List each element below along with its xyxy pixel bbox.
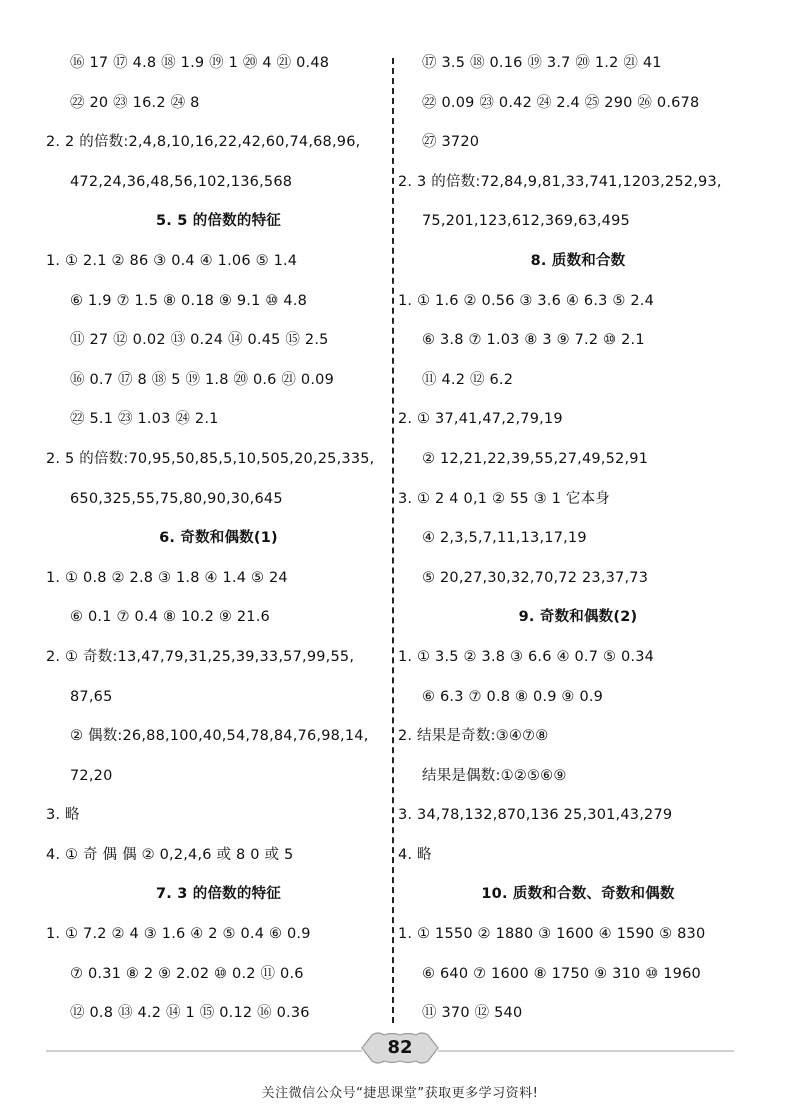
answer-line: 3. ① 2 4 0,1 ② 55 ③ 1 它本身	[398, 490, 610, 507]
column-divider	[392, 58, 394, 1023]
answer-line: 1. ① 2.1 ② 86 ③ 0.4 ④ 1.06 ⑤ 1.4	[46, 252, 298, 269]
answer-line: 4. 略	[398, 846, 432, 863]
answer-line: 472,24,36,48,56,102,136,568	[70, 173, 293, 190]
answer-line: ㉗ 3720	[422, 134, 480, 151]
answer-line: 1. ① 1.6 ② 0.56 ③ 3.6 ④ 6.3 ⑤ 2.4	[398, 292, 655, 309]
answer-line: 结果是偶数:①②⑤⑥⑨	[422, 767, 567, 784]
answer-line: ㉒ 20 ㉓ 16.2 ㉔ 8	[70, 94, 200, 111]
answer-line: ⑥ 640 ⑦ 1600 ⑧ 1750 ⑨ 310 ⑩ 1960	[422, 965, 701, 982]
answer-line: 1. ① 7.2 ② 4 ③ 1.6 ④ 2 ⑤ 0.4 ⑥ 0.9	[46, 926, 311, 943]
answer-line: ⑦ 0.31 ⑧ 2 ⑨ 2.02 ⑩ 0.2 ⑪ 0.6	[70, 965, 304, 982]
answer-line: ② 12,21,22,39,55,27,49,52,91	[422, 450, 649, 467]
answer-line: 3. 34,78,132,870,136 25,301,43,279	[398, 807, 673, 824]
answer-line: 1. ① 1550 ② 1880 ③ 1600 ④ 1590 ⑤ 830	[398, 926, 706, 943]
answer-line: ⑥ 1.9 ⑦ 1.5 ⑧ 0.18 ⑨ 9.1 ⑩ 4.8	[70, 292, 308, 309]
answer-line: ㉒ 0.09 ㉓ 0.42 ㉔ 2.4 ㉕ 290 ㉖ 0.678	[422, 94, 700, 111]
answer-line: ⑥ 3.8 ⑦ 1.03 ⑧ 3 ⑨ 7.2 ⑩ 2.1	[422, 332, 645, 349]
answer-line: 75,201,123,612,369,63,495	[422, 213, 630, 230]
page-number: 82	[387, 1037, 413, 1058]
section-heading: 6. 奇数和偶数(1)	[159, 530, 278, 547]
answer-line: 72,20	[70, 767, 113, 784]
answer-line: ② 偶数:26,88,100,40,54,78,84,76,98,14,	[70, 728, 369, 745]
answer-line: ⑯ 0.7 ⑰ 8 ⑱ 5 ⑲ 1.8 ⑳ 0.6 ㉑ 0.09	[70, 371, 335, 388]
answer-line: ④ 2,3,5,7,11,13,17,19	[422, 530, 587, 547]
left-column	[46, 44, 391, 1034]
answer-line: 2. 3 的倍数:72,84,9,81,33,741,1203,252,93,	[398, 173, 722, 190]
answer-line: ⑰ 3.5 ⑱ 0.16 ⑲ 3.7 ⑳ 1.2 ㉑ 41	[422, 55, 662, 71]
answer-line: ⑯ 17 ⑰ 4.8 ⑱ 1.9 ⑲ 1 ⑳ 4 ㉑ 0.48	[70, 55, 330, 71]
section-heading: 9. 奇数和偶数(2)	[518, 609, 638, 626]
answer-line: 1. ① 0.8 ② 2.8 ③ 1.8 ④ 1.4 ⑤ 24	[46, 569, 288, 586]
section-heading: 7. 3 的倍数的特征	[156, 886, 281, 903]
answer-line: 2. 结果是奇数:③④⑦⑧	[398, 728, 549, 745]
section-heading: 10. 质数和合数、奇数和偶数	[481, 886, 675, 903]
section-heading: 5. 5 的倍数的特征	[156, 213, 281, 230]
footer-text: 关注微信公众号“捷思课堂”获取更多学习资料!	[261, 1086, 539, 1101]
answer-line: ⑫ 0.8 ⑬ 4.2 ⑭ 1 ⑮ 0.12 ⑯ 0.36	[70, 1005, 310, 1022]
answer-line: 2. 5 的倍数:70,95,50,85,5,10,505,20,25,335,	[46, 450, 375, 467]
answer-line: 3. 略	[46, 807, 80, 824]
answer-line: 2. ① 37,41,47,2,79,19	[398, 411, 563, 428]
answer-line: 87,65	[70, 688, 113, 705]
page-number-badge	[358, 1031, 442, 1065]
answer-line: 4. ① 奇 偶 偶 ② 0,2,4,6 或 8 0 或 5	[46, 846, 294, 863]
answer-line: 650,325,55,75,80,90,30,645	[70, 490, 283, 507]
answer-line: ⑤ 20,27,30,32,70,72 23,37,73	[422, 569, 649, 586]
section-heading: 8. 质数和合数	[530, 252, 626, 269]
answer-line: ㉒ 5.1 ㉓ 1.03 ㉔ 2.1	[70, 411, 219, 428]
answer-line: ⑪ 370 ⑫ 540	[422, 1005, 523, 1022]
footer-rule-right	[438, 1050, 734, 1052]
answer-line: 2. ① 奇数:13,47,79,31,25,39,33,57,99,55,	[46, 648, 355, 665]
right-column	[398, 44, 758, 1034]
answer-line: 2. 2 的倍数:2,4,8,10,16,22,42,60,74,68,96,	[46, 134, 361, 151]
answer-line: ⑥ 0.1 ⑦ 0.4 ⑧ 10.2 ⑨ 21.6	[70, 609, 270, 626]
answer-line: ⑪ 4.2 ⑫ 6.2	[422, 371, 514, 388]
answer-line: ⑥ 6.3 ⑦ 0.8 ⑧ 0.9 ⑨ 0.9	[422, 688, 604, 705]
answer-line: 1. ① 3.5 ② 3.8 ③ 6.6 ④ 0.7 ⑤ 0.34	[398, 648, 655, 665]
answer-line: ⑪ 27 ⑫ 0.02 ⑬ 0.24 ⑭ 0.45 ⑮ 2.5	[70, 332, 329, 349]
footer-rule-left	[46, 1050, 362, 1052]
